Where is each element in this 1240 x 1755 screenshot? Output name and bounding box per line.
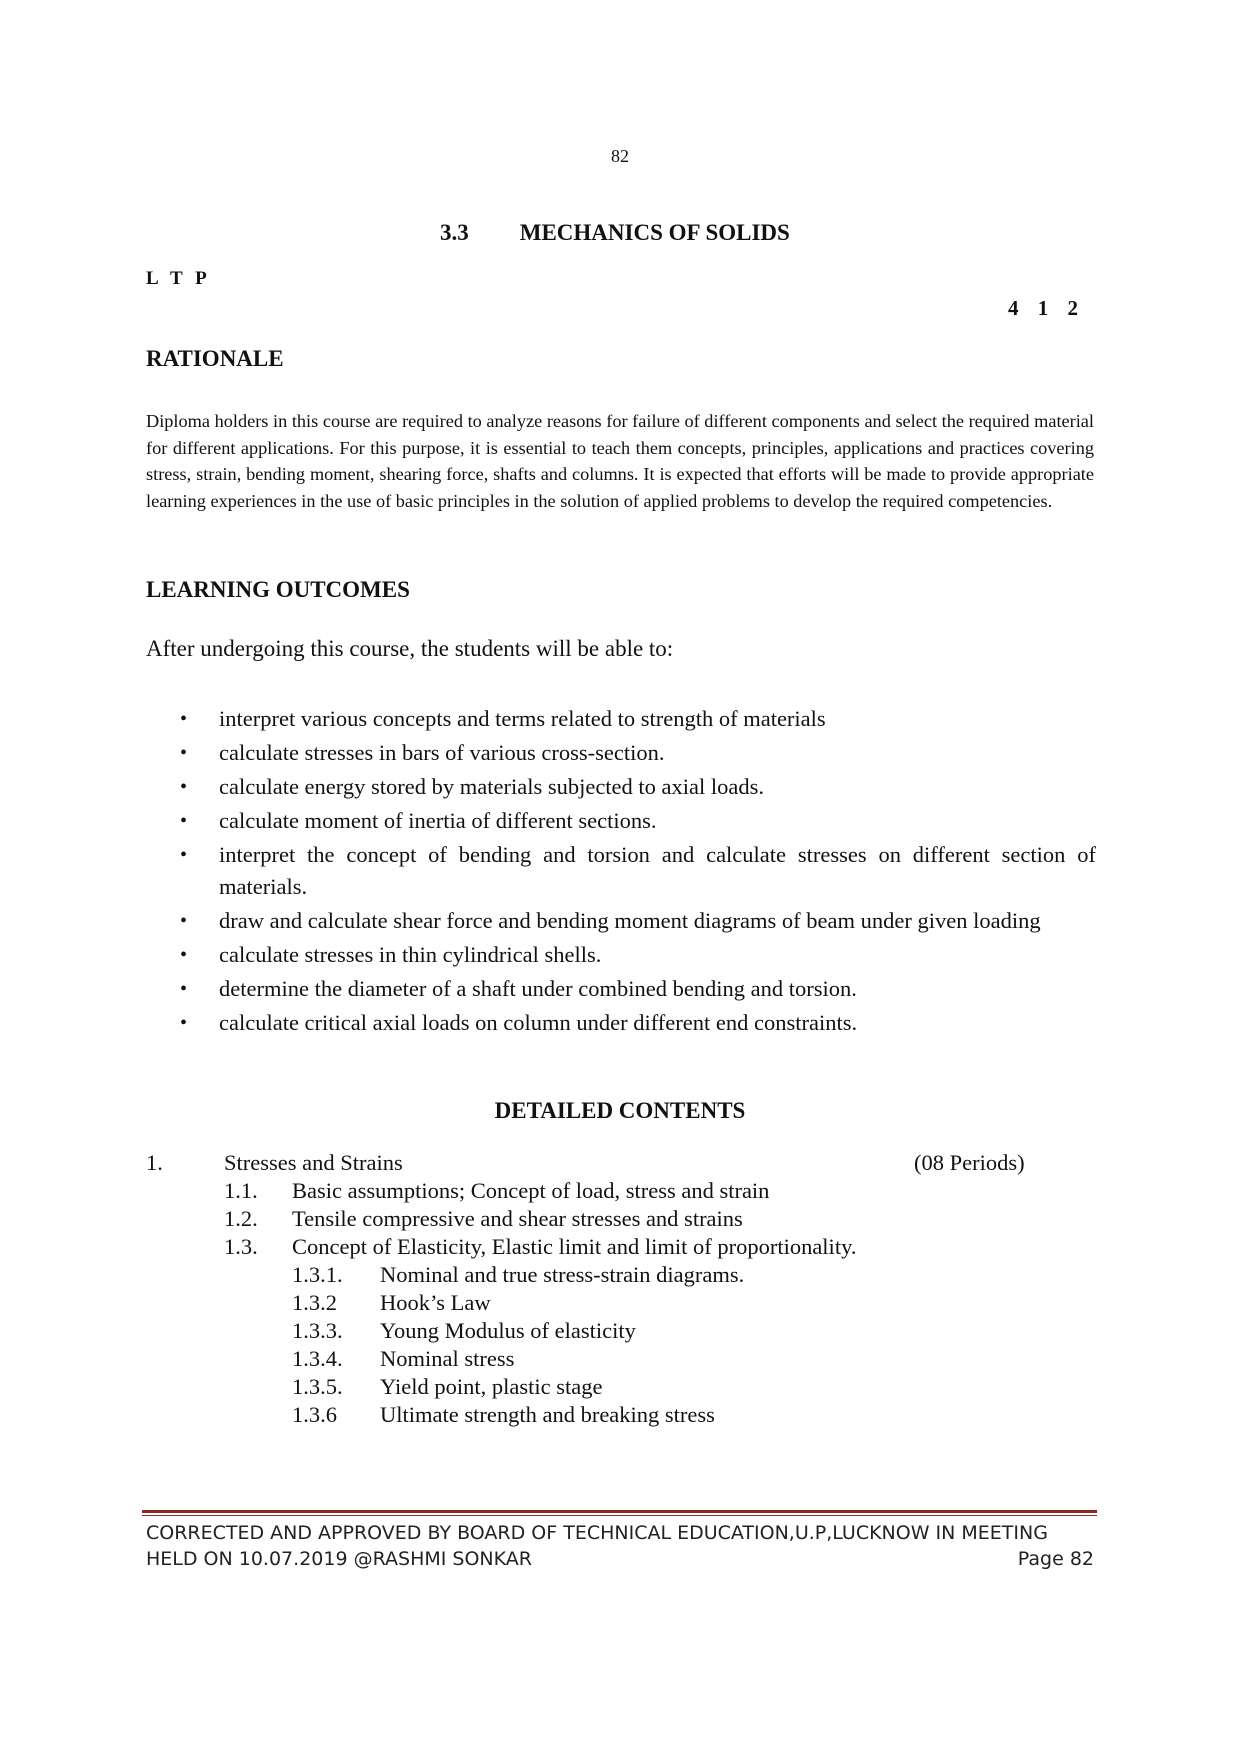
course-name: MECHANICS OF SOLIDS	[519, 220, 790, 245]
learning-outcomes-intro: After undergoing this course, the students will be able to:	[146, 636, 674, 661]
subsubsection-title: Ultimate strength and breaking stress	[380, 1402, 715, 1427]
subsubsection-number: 1.3.2	[292, 1290, 337, 1315]
learning-outcomes-list	[178, 703, 1096, 1041]
learning-outcomes-heading: LEARNING OUTCOMES	[146, 577, 410, 602]
footer-approval-line: CORRECTED AND APPROVED BY BOARD OF TECHNICAL EDUCATION,U.P,LUCKNOW IN MEETING	[146, 1522, 1048, 1544]
list-item: • calculate energy stored by materials subjected to axial loads.	[178, 771, 1096, 803]
course-number: 3.3	[440, 220, 469, 245]
course-title	[440, 220, 790, 246]
subsubsection-title: Nominal and true stress-strain diagrams.	[380, 1262, 745, 1287]
footer-divider	[142, 1510, 1097, 1513]
subsection-title: Tensile compressive and shear stresses and strains	[292, 1206, 743, 1231]
detailed-contents-heading: DETAILED CONTENTS	[494, 1098, 746, 1123]
subsubsection-row	[146, 1289, 1086, 1317]
subsubsection-row	[146, 1373, 1086, 1401]
list-item: • interpret the concept of bending and torsion and calculate stresses on different section of materials.	[178, 839, 1096, 903]
rationale-text: Diploma holders in this course are required to analyze reasons for failure of different components and select the required material for different applications. For this purpose, it is essential to teach them concepts, principles, applications and practices covering stress, strain, bending moment, shearing force, shafts and columns. It is expected that efforts will be made to provide appropriate learning experiences in the use of basic principles in the solution of applied problems to develop the required competencies.	[146, 411, 1094, 511]
subsubsection-row	[146, 1401, 1086, 1429]
subsubsection-title: Hook’s Law	[380, 1290, 491, 1315]
list-item: • calculate critical axial loads on column under different end constraints.	[178, 1007, 1096, 1039]
rationale-heading: RATIONALE	[146, 346, 284, 371]
unit-periods: (08 Periods)	[914, 1150, 1025, 1175]
ltp-label: L T P	[146, 268, 207, 289]
footer-page-number: Page 82	[1017, 1548, 1094, 1570]
page-number: 82	[611, 146, 629, 166]
list-item: • calculate stresses in thin cylindrical shells.	[178, 939, 1096, 971]
subsubsection-row	[146, 1317, 1086, 1345]
subsubsection-row	[146, 1261, 1086, 1289]
list-item: • calculate moment of inertia of different sections.	[178, 805, 1096, 837]
subsection-title: Concept of Elasticity, Elastic limit and limit of proportionality.	[292, 1234, 857, 1259]
unit-row	[146, 1149, 1086, 1177]
subsubsection-number: 1.3.3.	[292, 1318, 343, 1343]
unit-number: 1.	[146, 1150, 163, 1175]
subsubsection-number: 1.3.4.	[292, 1346, 343, 1371]
subsubsection-number: 1.3.5.	[292, 1374, 343, 1399]
subsubsection-title: Young Modulus of elasticity	[380, 1318, 636, 1343]
unit-title: Stresses and Strains	[224, 1150, 403, 1175]
subsubsection-title: Yield point, plastic stage	[380, 1374, 603, 1399]
footer-divider-thin	[142, 1515, 1097, 1516]
footer-meeting-line: HELD ON 10.07.2019 @RASHMI SONKAR	[146, 1548, 532, 1570]
subsection-title: Basic assumptions; Concept of load, stress and strain	[292, 1178, 770, 1203]
subsubsection-row	[146, 1345, 1086, 1373]
ltp-values: 4 1 2	[1008, 296, 1078, 320]
list-item: • interpret various concepts and terms related to strength of materials	[178, 703, 1096, 735]
subsection-row	[146, 1205, 1086, 1233]
detailed-contents	[146, 1149, 1086, 1429]
subsection-number: 1.2.	[224, 1206, 258, 1231]
subsection-number: 1.3.	[224, 1234, 258, 1259]
subsection-row	[146, 1177, 1086, 1205]
subsection-row	[146, 1233, 1086, 1261]
subsubsection-number: 1.3.1.	[292, 1262, 343, 1287]
subsubsection-title: Nominal stress	[380, 1346, 515, 1371]
list-item: • draw and calculate shear force and bending moment diagrams of beam under given loading	[178, 905, 1096, 937]
subsection-number: 1.1.	[224, 1178, 258, 1203]
subsubsection-number: 1.3.6	[292, 1402, 337, 1427]
list-item: • determine the diameter of a shaft under combined bending and torsion.	[178, 973, 1096, 1005]
list-item: • calculate stresses in bars of various cross-section.	[178, 737, 1096, 769]
